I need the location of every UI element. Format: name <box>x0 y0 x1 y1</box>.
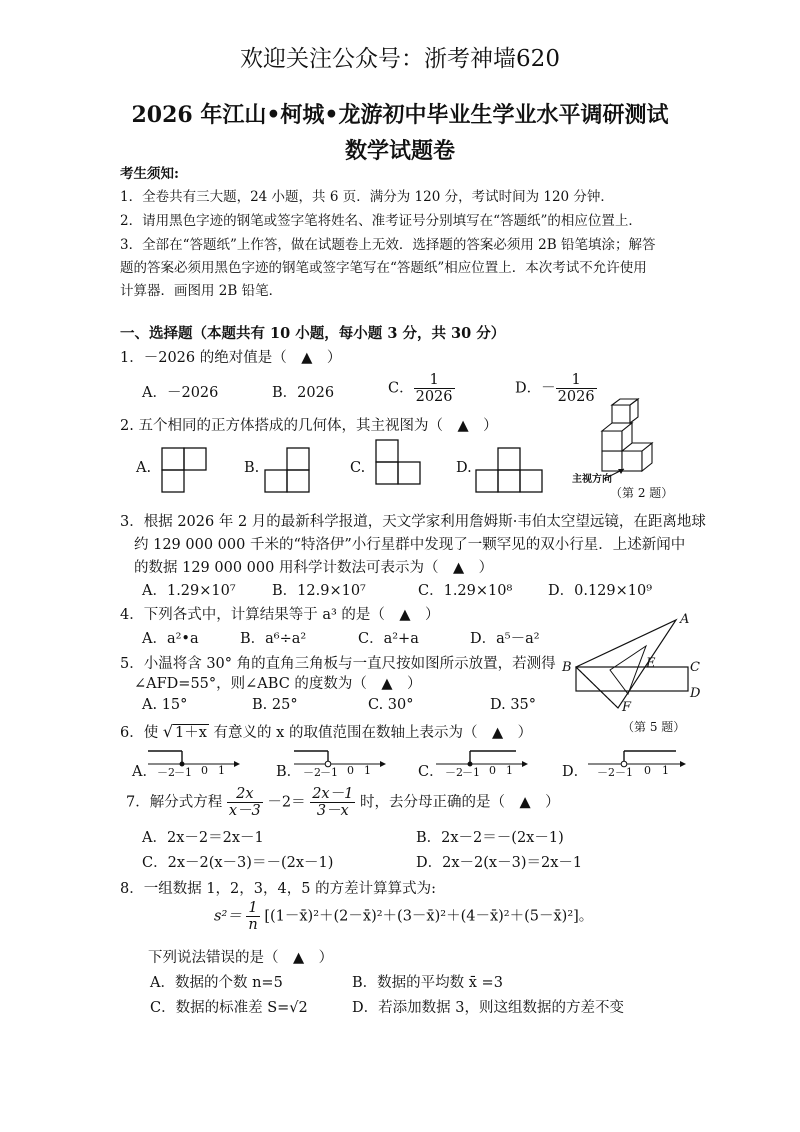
q8-option-b: B．数据的平均数 x̄ =3 <box>352 975 503 991</box>
q3-line-3: 的数据 129 000 000 用科学计数法可表示为（ ▲ ） <box>134 560 494 576</box>
q1-option-d <box>515 372 597 405</box>
q8-formula-den: n <box>248 917 258 933</box>
q4-stem: 4．下列各式中，计算结果等于 a³ 的是（ ▲ ） <box>120 607 440 623</box>
q6-b-tick-0: 0 <box>347 764 354 777</box>
q1-c-den: 2026 <box>415 389 453 405</box>
q8-formula <box>214 900 593 933</box>
q1-option-c-label: C． <box>388 380 414 397</box>
notice-heading: 考生须知: <box>120 166 179 182</box>
q6-b-tick-m1: －1 <box>320 766 338 779</box>
q2-option-b-figure <box>263 446 311 492</box>
q2-option-c-figure <box>374 438 422 494</box>
q7-f1-den: x－3 <box>228 803 261 819</box>
q8-formula-num: 1 <box>246 900 259 917</box>
q6-a-tick-m1: －1 <box>174 766 192 779</box>
q6-d-tick-m1: －1 <box>615 766 633 779</box>
q6-stem-pre: 6．使 <box>120 725 163 741</box>
q5-ruler-triangle-figure <box>558 612 708 722</box>
q2-option-d-label: D. <box>456 460 472 476</box>
notice-item-2: 2．请用黑色字迹的钢笔或签字笔将姓名、准考证号分别填写在“答题纸”的相应位置上． <box>120 213 642 229</box>
q5-figure-caption: （第 5 题） <box>622 720 686 734</box>
q5-line-1: 5．小温将含 30° 角的直角三角板与一直尺按如图所示放置，若测得 <box>120 656 556 672</box>
q6-option-c-label: C． <box>418 764 444 780</box>
q5-option-d: D. 35° <box>490 697 537 713</box>
q1-option-d-label: D．－ <box>515 380 556 397</box>
notice-item-1: 1．全卷共有三大题，24 小题，共 6 页．满分为 120 分，考试时间为 120 分钟． <box>120 189 614 205</box>
q7-f2-den: 3－x <box>316 803 349 819</box>
q3-option-a: A．1.29×10⁷ <box>142 583 236 599</box>
q6-a-tick-1: 1 <box>218 764 225 777</box>
q2-stem: 2. 五个相同的正方体搭成的几何体，其主视图为（ ▲ ） <box>120 418 498 434</box>
q4-option-c: C．a²+a <box>358 631 419 647</box>
q6-radical: √ 1＋x <box>162 722 207 741</box>
q8-formula-lhs: s²＝ <box>214 908 242 925</box>
q2-option-d-figure <box>474 446 544 492</box>
q5-label-f: F <box>622 700 632 715</box>
exam-title: 2026 年江山•柯城•龙游初中毕业生学业水平调研测试 <box>131 102 669 128</box>
q6-c-tick-m2: －2 <box>445 766 463 779</box>
q4-option-a: A．a²•a <box>142 631 199 647</box>
notice-item-3: 3．全部在“答题纸”上作答，做在试题卷上无效．选择题的答案必须用 2B 铅笔填涂；解答 <box>120 237 656 253</box>
q6-c-tick-0: 0 <box>489 764 496 777</box>
q1-d-num: 1 <box>556 372 597 389</box>
q4-option-b: B．a⁶÷a² <box>240 631 307 647</box>
q3-line-1: 3．根据 2026 年 2 月的最新科学报道，天文学家利用詹姆斯·韦伯太空望远镜，在距离地球 <box>120 514 706 530</box>
q6-option-b-label: B． <box>276 764 302 780</box>
q7-option-b: B．2x－2＝－(2x－1) <box>416 830 564 846</box>
q1-stem: 1．－2026 的绝对值是（ ▲ ） <box>120 350 342 366</box>
q3-option-c: C．1.29×10⁸ <box>418 583 513 599</box>
watermark-header: 欢迎关注公众号：浙考神墙620 <box>240 46 560 72</box>
q8-option-a: A．数据的个数 n=5 <box>150 975 283 991</box>
q6-c-tick-1: 1 <box>506 764 513 777</box>
q2-view-direction-label: 主视方向 <box>572 474 612 485</box>
q6-a-tick-m2: －2 <box>157 766 175 779</box>
q2-option-b-label: B. <box>244 460 260 476</box>
q8-stem: 8．一组数据 1，2，3，4，5 的方差计算算式为: <box>120 881 436 897</box>
q6-c-tick-m1: －1 <box>462 766 480 779</box>
q1-c-num: 1 <box>414 372 455 389</box>
q6-b-tick-1: 1 <box>364 764 371 777</box>
q5-label-b: B <box>562 660 572 675</box>
q5-line-2: ∠AFD=55°，则∠ABC 的度数为（ ▲ ） <box>134 676 422 692</box>
notice-item-3-cont: 题的答案必须用黑色字迹的钢笔或签字笔写在“答题纸”相应位置上．本次考试不允许使用 <box>120 260 647 276</box>
q3-option-b: B．12.9×10⁷ <box>272 583 366 599</box>
q6-d-tick-0: 0 <box>644 764 651 777</box>
q2-option-c-label: C. <box>350 460 366 476</box>
q7-option-d: D．2x－2(x－3)＝2x－1 <box>416 855 583 871</box>
q7-stem-mid: －2＝ <box>267 794 306 811</box>
q6-stem <box>120 721 532 742</box>
q5-option-c: C. 30° <box>368 697 414 713</box>
q6-radicand: 1＋x <box>175 725 207 741</box>
q7-option-a: A．2x－2＝2x－1 <box>142 830 264 846</box>
q5-label-d: D <box>690 686 701 701</box>
q7-option-c: C．2x－2(x－3)＝－(2x－1) <box>142 855 334 871</box>
q1-option-c <box>388 372 455 405</box>
q3-line-2: 约 129 000 000 千米的“特洛伊”小行星群中发现了一颗罕见的双小行星．上述新闻中 <box>134 537 686 553</box>
q2-figure-caption: （第 2 题） <box>610 486 674 500</box>
q8-option-d: D．若添加数据 3，则这组数据的方差不变 <box>352 1000 624 1016</box>
q8-option-c: C．数据的标准差 S=√2 <box>150 1000 308 1016</box>
q5-option-a: A. 15° <box>142 697 188 713</box>
q6-b-tick-m2: －2 <box>303 766 321 779</box>
q2-option-a-label: A. <box>136 460 152 476</box>
notice-item-3-end: 计算器．画图用 2B 铅笔． <box>120 283 283 299</box>
q7-f2-num: 2x－1 <box>312 786 354 802</box>
q6-a-tick-0: 0 <box>201 764 208 777</box>
q2-option-a-figure <box>160 446 208 492</box>
q7-stem-post: 时，去分母正确的是（ ▲ ） <box>359 794 560 811</box>
q6-option-d-label: D． <box>562 764 589 780</box>
q5-label-c: C <box>690 660 700 675</box>
q7-f1-num: 2x <box>227 786 263 803</box>
q6-option-a-label: A． <box>132 764 157 780</box>
section-1-title: 一、选择题（本题共有 10 小题，每小题 3 分，共 30 分） <box>120 325 506 342</box>
exam-subtitle: 数学试题卷 <box>344 138 455 164</box>
q5-label-e: E <box>646 656 656 671</box>
q5-label-a: A <box>680 612 690 627</box>
q5-option-b: B. 25° <box>252 697 298 713</box>
q1-option-a: A．－2026 <box>142 385 219 401</box>
q8-prompt: 下列说法错误的是（ ▲ ） <box>148 950 334 966</box>
q7-stem-pre: 7．解分式方程 <box>126 794 223 811</box>
q6-stem-post: 有意义的 x 的取值范围在数轴上表示为（ ▲ ） <box>208 725 533 741</box>
q4-option-d: D．a⁵－a² <box>470 631 540 647</box>
q6-d-tick-m2: －2 <box>597 766 615 779</box>
q6-d-tick-1: 1 <box>662 764 669 777</box>
q7-stem <box>126 786 560 819</box>
q1-option-b: B．2026 <box>272 385 335 401</box>
q3-option-d: D．0.129×10⁹ <box>548 583 653 599</box>
q8-formula-rhs: [(1－x̄)²＋(2－x̄)²＋(3－x̄)²＋(4－x̄)²＋(5－x̄)²]。 <box>264 908 594 925</box>
q1-d-den: 2026 <box>557 389 595 405</box>
